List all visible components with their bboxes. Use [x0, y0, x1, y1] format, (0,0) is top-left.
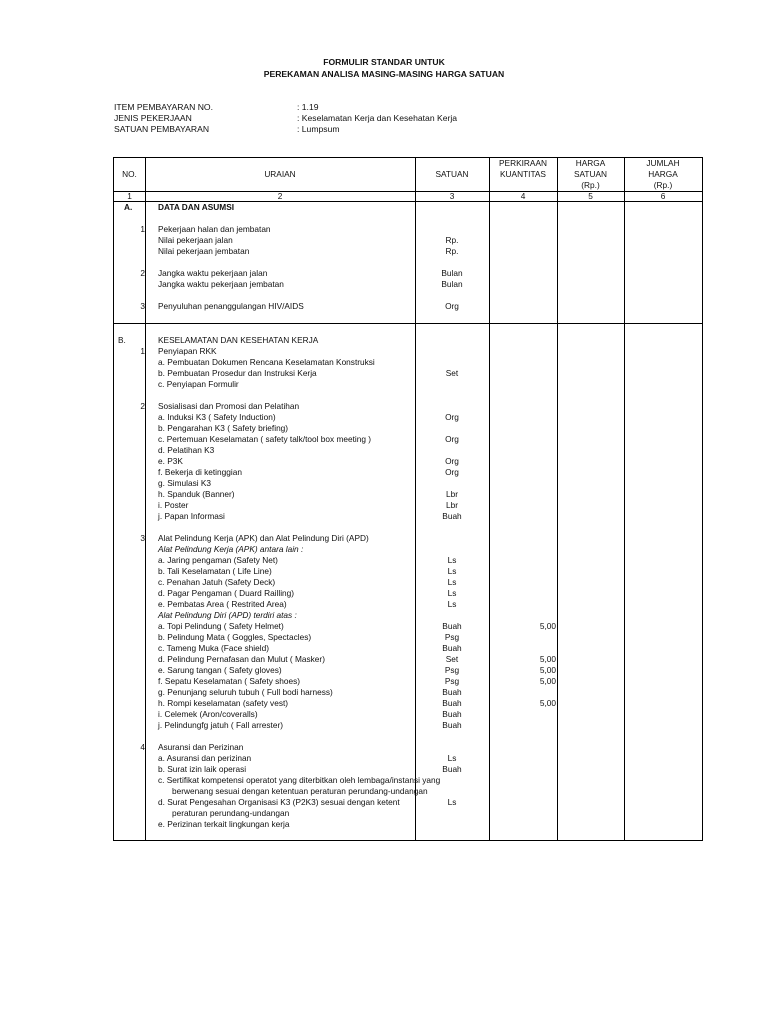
row-satuan: Psg — [444, 665, 460, 675]
row-uraian: Nilai pekerjaan jembatan — [158, 246, 250, 256]
row-number: B. — [118, 335, 126, 345]
meta-label-satuan: SATUAN PEMBAYARAN — [114, 124, 210, 134]
table-row — [114, 555, 702, 566]
row-uraian: Sosialisasi dan Promosi dan Pelatihan — [158, 401, 300, 411]
row-satuan: Buah — [442, 687, 462, 697]
col-number: 5 — [588, 191, 593, 201]
row-uraian: b. Pelindung Mata ( Goggles, Spectacles) — [158, 632, 312, 642]
row-number: 4 — [140, 742, 145, 752]
table-row — [114, 533, 702, 544]
row-satuan: Buah — [442, 511, 462, 521]
table-row — [114, 731, 702, 742]
table-row — [114, 621, 702, 632]
row-uraian: g. Penunjang seluruh tubuh ( Full bodi harness) — [158, 687, 333, 697]
row-uraian: b. Tali Keselamatan ( Life Line) — [158, 566, 272, 576]
table-row — [114, 643, 702, 654]
row-satuan: Set — [445, 368, 459, 378]
row-satuan: Buah — [442, 643, 462, 653]
col-header-uraian: URAIAN — [264, 169, 296, 179]
table-row — [114, 522, 702, 533]
table-row — [114, 753, 702, 764]
table-row — [114, 489, 702, 500]
row-uraian: DATA DAN ASUMSI — [158, 202, 235, 212]
row-satuan: Bulan — [441, 268, 463, 278]
analysis-table — [113, 157, 703, 841]
table-row — [114, 290, 702, 301]
row-uraian: Penyiapan RKK — [158, 346, 217, 356]
row-uraian: f. Bekerja di ketinggian — [158, 467, 242, 477]
table-row — [114, 610, 702, 621]
row-uraian: d. Pagar Pengaman ( Duard Railling) — [158, 588, 295, 598]
table-row — [114, 797, 702, 808]
table-row — [114, 279, 702, 290]
row-satuan: Ls — [447, 599, 457, 609]
row-uraian: berwenang sesuai dengan ketentuan peraturan perundang-undangan — [172, 786, 428, 796]
table-row — [114, 764, 702, 775]
table-row — [114, 467, 702, 478]
row-satuan: Org — [445, 412, 459, 422]
row-uraian: d. Pelatihan K3 — [158, 445, 215, 455]
col-number: 1 — [127, 191, 132, 201]
row-uraian: a. Pembuatan Dokumen Rencana Keselamatan Konstruksi — [158, 357, 375, 367]
row-uraian: b. Pembuatan Prosedur dan Instruksi Kerja — [158, 368, 317, 378]
col-header-kuantitas-line2: KUANTITAS — [500, 169, 546, 179]
row-satuan: Buah — [442, 709, 462, 719]
row-uraian: Alat Pelindung Kerja (APK) antara lain : — [158, 544, 304, 554]
col-header-jumlah-line2: HARGA — [648, 169, 678, 179]
row-satuan: Bulan — [441, 279, 463, 289]
table-row — [114, 687, 702, 698]
row-number: 1 — [140, 346, 145, 356]
table-row — [114, 500, 702, 511]
row-uraian: h. Spanduk (Banner) — [158, 489, 235, 499]
row-uraian: a. Induksi K3 ( Safety Induction) — [158, 412, 276, 422]
row-number: 3 — [140, 301, 145, 311]
col-header-jumlah-line1: JUMLAH — [646, 158, 680, 168]
row-satuan: Lbr — [446, 489, 458, 499]
row-uraian: c. Penahan Jatuh (Safety Deck) — [158, 577, 276, 587]
table-row — [114, 588, 702, 599]
row-uraian: i. Celemek (Aron/coveralls) — [158, 709, 258, 719]
table-row — [114, 224, 702, 235]
row-satuan: Buah — [442, 698, 462, 708]
row-number: A. — [124, 202, 133, 212]
table-row — [114, 390, 702, 401]
row-satuan: Ls — [447, 555, 457, 565]
table-row — [114, 511, 702, 522]
row-satuan: Ls — [447, 588, 457, 598]
row-uraian: c. Tameng Muka (Face shield) — [158, 643, 269, 653]
table-row — [114, 235, 702, 246]
table-row — [114, 213, 702, 224]
col-number: 4 — [520, 191, 526, 201]
row-uraian: a. Topi Pelindung ( Safety Helmet) — [158, 621, 284, 631]
row-uraian: e. Pembatas Area ( Restrited Area) — [158, 599, 287, 609]
table-row — [114, 445, 702, 456]
row-uraian: Penyuluhan penanggulangan HIV/AIDS — [158, 301, 304, 311]
table-row — [114, 808, 702, 819]
row-uraian: Pekerjaan halan dan jembatan — [158, 224, 271, 234]
row-uraian: f. Sepatu Keselamatan ( Safety shoes) — [158, 676, 301, 686]
row-kuantitas: 5,00 — [539, 654, 556, 664]
table-row — [114, 742, 702, 753]
row-uraian: e. Sarung tangan ( Safety gloves) — [158, 665, 282, 675]
row-uraian: peraturan perundang-undangan — [172, 808, 290, 818]
col-header-harga-line1: HARGA — [575, 158, 606, 168]
row-kuantitas: 5,00 — [539, 621, 556, 631]
table-row — [114, 456, 702, 467]
row-uraian: i. Poster — [158, 500, 189, 510]
row-satuan: Buah — [442, 720, 462, 730]
table-row — [114, 202, 702, 213]
row-uraian: Alat Pelindung Diri (APD) terdiri atas : — [158, 610, 297, 620]
table-row — [114, 566, 702, 577]
table-row — [114, 401, 702, 412]
col-header-harga-line2: SATUAN — [573, 169, 608, 179]
meta-label-jenis: JENIS PEKERJAAN — [114, 113, 192, 123]
row-kuantitas: 5,00 — [539, 676, 556, 686]
table-row — [114, 423, 702, 434]
table-row — [114, 665, 702, 676]
row-uraian: Nilai pekerjaan jalan — [158, 235, 233, 245]
row-satuan: Ls — [447, 566, 457, 576]
row-uraian: e. P3K — [158, 456, 183, 466]
row-uraian: h. Rompi keselamatan (safety vest) — [158, 698, 289, 708]
row-uraian: KESELAMATAN DAN KESEHATAN KERJA — [158, 335, 319, 345]
row-satuan: Ls — [447, 797, 457, 807]
table-row — [114, 412, 702, 423]
row-uraian: Jangka waktu pekerjaan jalan — [158, 268, 268, 278]
row-satuan: Buah — [442, 764, 462, 774]
table-row — [114, 676, 702, 687]
row-satuan: Rp. — [445, 235, 459, 245]
row-satuan: Ls — [447, 577, 457, 587]
col-header-jumlah-line3: (Rp.) — [653, 180, 673, 190]
row-number: 1 — [140, 224, 145, 234]
table-row — [114, 379, 702, 390]
col-header-harga-line3: (Rp.) — [581, 180, 600, 190]
row-satuan: Psg — [444, 632, 460, 642]
row-uraian: d. Pelindung Pernafasan dan Mulut ( Masker) — [158, 654, 325, 664]
meta-label-item: ITEM PEMBAYARAN NO. — [114, 102, 213, 112]
table-row — [114, 775, 702, 786]
row-uraian: c. Penyiapan Formulir — [158, 379, 239, 389]
table-row — [114, 577, 702, 588]
row-satuan: Org — [445, 456, 459, 466]
col-number: 3 — [449, 191, 455, 201]
row-uraian: Jangka waktu pekerjaan jembatan — [158, 279, 284, 289]
row-uraian: a. Jaring pengaman (Safety Net) — [158, 555, 278, 565]
row-satuan: Set — [445, 654, 459, 664]
row-uraian: Asuransi dan Perizinan — [158, 742, 244, 752]
row-uraian: g. Simulasi K3 — [158, 478, 212, 488]
row-kuantitas: 5,00 — [539, 698, 556, 708]
table-row — [114, 478, 702, 489]
row-uraian: Alat Pelindung Kerja (APK) dan Alat Pelindung Diri (APD) — [158, 533, 369, 543]
table-row — [114, 709, 702, 720]
row-satuan: Ls — [447, 753, 457, 763]
table-row — [114, 599, 702, 610]
row-uraian: c. Pertemuan Keselamatan ( safety talk/tool box meeting ) — [158, 434, 372, 444]
row-satuan: Psg — [444, 676, 460, 686]
table-row — [114, 368, 702, 379]
row-uraian: b. Pengarahan K3 ( Safety briefing) — [158, 423, 289, 433]
table-row — [114, 544, 702, 555]
row-uraian: a. Asuransi dan perizinan — [158, 753, 252, 763]
col-header-kuantitas-line1: PERKIRAAN — [499, 158, 547, 168]
table-row — [114, 654, 702, 665]
meta-value-satuan: : Lumpsum — [297, 124, 340, 134]
table-body — [114, 202, 702, 830]
table-row — [114, 323, 702, 335]
table-row — [114, 786, 702, 797]
form-title-line2: PEREKAMAN ANALISA MASING-MASING HARGA SATUAN — [263, 69, 505, 79]
form-title-line1: FORMULIR STANDAR UNTUK — [323, 57, 445, 67]
row-uraian: e. Perizinan terkait lingkungan kerja — [158, 819, 290, 829]
row-satuan: Org — [445, 467, 459, 477]
table-row — [114, 357, 702, 368]
row-uraian: j. Pelindungfg jatuh ( Fall arrester) — [158, 720, 283, 730]
col-header-no: NO. — [122, 169, 137, 179]
table-row — [114, 301, 702, 312]
col-header-satuan: SATUAN — [435, 169, 469, 179]
table-row — [114, 698, 702, 709]
table-row — [114, 346, 702, 357]
row-uraian: d. Surat Pengesahan Organisasi K3 (P2K3) sesuai dengan ketent — [158, 797, 400, 807]
row-satuan: Org — [445, 434, 459, 444]
table-row — [114, 257, 702, 268]
table-row — [114, 246, 702, 257]
row-uraian: b. Surat izin laik operasi — [158, 764, 247, 774]
row-kuantitas: 5,00 — [539, 665, 556, 675]
row-satuan: Rp. — [445, 246, 459, 256]
col-number: 6 — [660, 191, 666, 201]
table-row — [114, 335, 702, 346]
col-number: 2 — [277, 191, 283, 201]
table-row — [114, 720, 702, 731]
meta-value-item: : 1.19 — [297, 102, 319, 112]
table-row — [114, 312, 702, 323]
row-satuan: Org — [445, 301, 459, 311]
table-row — [114, 268, 702, 279]
table-row — [114, 632, 702, 643]
table-row — [114, 434, 702, 445]
table-row — [114, 819, 702, 830]
row-satuan: Buah — [442, 621, 462, 631]
row-number: 2 — [140, 268, 145, 278]
meta-value-jenis: : Keselamatan Kerja dan Kesehatan Kerja — [297, 113, 458, 123]
row-number: 3 — [140, 533, 145, 543]
row-satuan: Lbr — [446, 500, 458, 510]
row-uraian: j. Papan Informasi — [158, 511, 225, 521]
row-uraian: c. Sertifikat kompetensi operatot yang diterbitkan oleh lembaga/instansi yang — [158, 775, 441, 785]
row-number: 2 — [140, 401, 145, 411]
